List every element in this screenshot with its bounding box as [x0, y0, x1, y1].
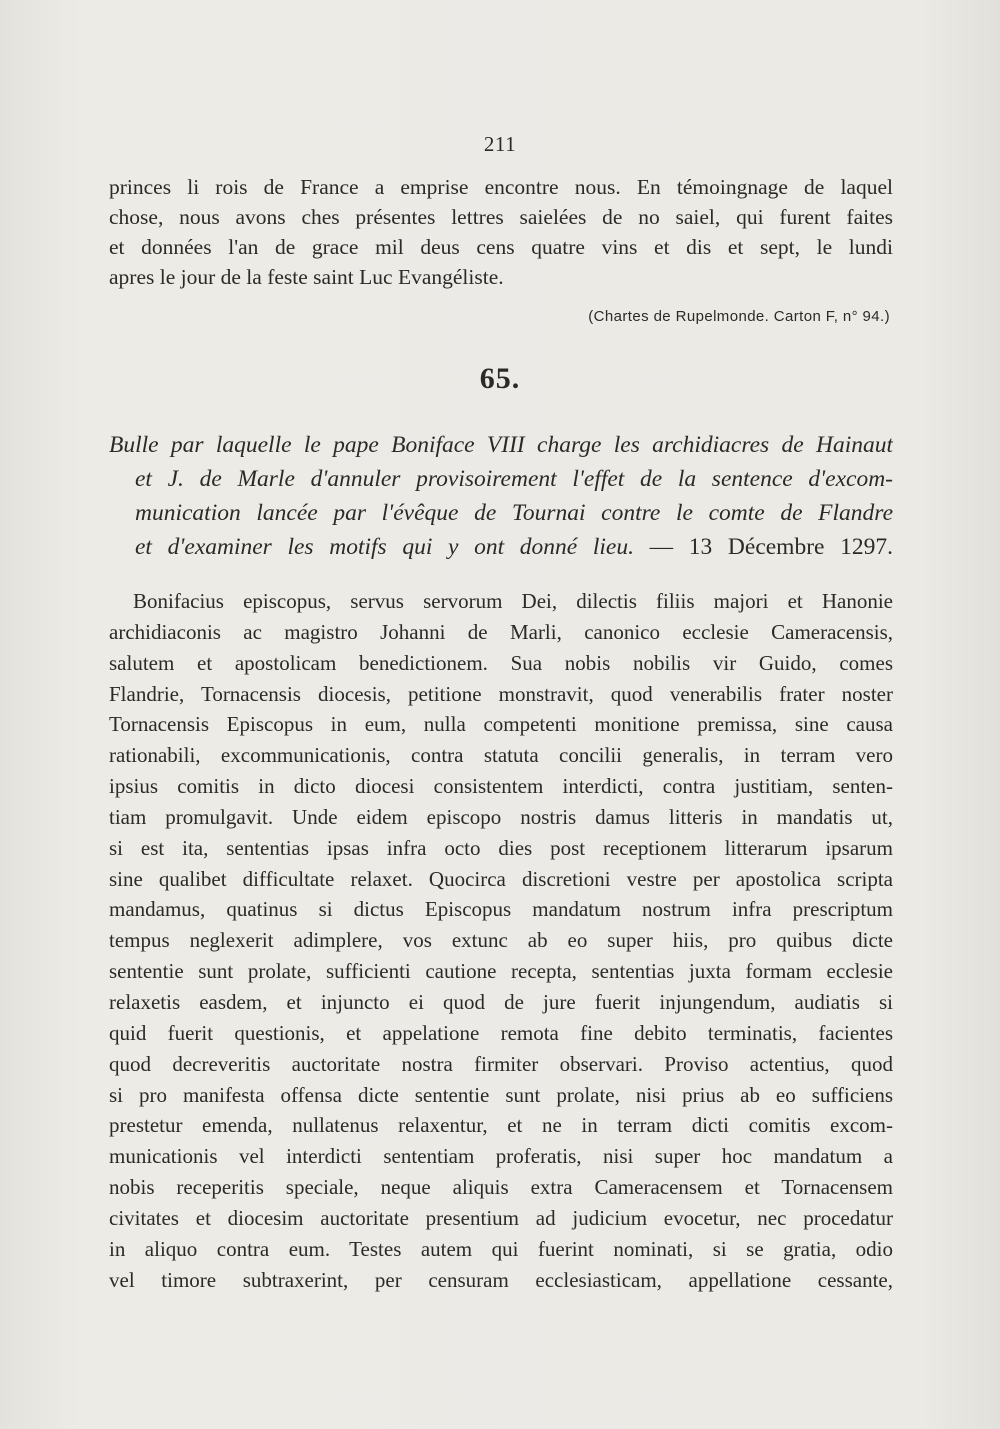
body-line: tiam promulgavit. Unde eidem episcopo nostris damus litteris in mandatis ut,	[109, 804, 893, 829]
body-line: si est ita, sententias ipsas infra octo dies post receptionem litterarum ipsarum	[109, 835, 893, 860]
body-line: prestetur emenda, nullatenus relaxentur, et ne in terram dicti comitis excom-	[109, 1113, 893, 1138]
document-number: 65.	[479, 362, 521, 395]
intro-line: princes li rois de France a emprise encontre nous. En témoingnage de laquel	[109, 175, 893, 199]
body-line: Bonifacius episcopus, servus servorum Dei, dilectis filiis majori et Hanonie	[133, 589, 893, 613]
body-line: civitates et diocesim auctoritate presentium ad judicium evocetur, nec procedatur	[109, 1205, 893, 1230]
body-line: relaxetis easdem, et injuncto ei quod de jure fuerit injungendum, audiatis si	[109, 989, 893, 1014]
page-number: 211	[483, 132, 517, 156]
body-line: nobis receperitis speciale, neque aliquis extra Cameracensem et Tornacensem	[109, 1175, 893, 1200]
body-line: Flandrie, Tornacensis diocesis, petitione monstravit, quod venerabilis frater noster	[109, 681, 893, 706]
body-text	[109, 586, 893, 1295]
heading-line-final	[135, 530, 893, 564]
intro-line: chose, nous avons ches présentes lettres saielées de no saiel, qui furent faites	[109, 205, 893, 229]
intro-line: et données l'an de grace mil deus cens quatre vins et dis et sept, le lundi	[109, 235, 893, 259]
heading-line-text: et d'examiner les motifs qui y ont donné lieu.	[135, 534, 634, 560]
body-line: ipsius comitis in dicto diocesi consistentem interdicti, contra justitiam, senten-	[109, 774, 893, 799]
body-line: archidiaconis ac magistro Johanni de Marli, canonico ecclesie Cameracensis,	[109, 619, 893, 644]
heading-line: munication lancée par l'évêque de Tournai contre le comte de Flandre	[135, 500, 893, 526]
body-line: tempus neglexerit adimplere, vos extunc ab eo super hiis, pro quibus dicte	[109, 928, 893, 953]
body-line: vel timore subtraxerint, per censuram ecclesiasticam, appellatione cessante,	[109, 1267, 893, 1292]
body-line: sine qualibet difficultate relaxet. Quocirca discretioni vestre per apostolica scripta	[109, 866, 893, 891]
body-line: sententie sunt prolate, sufficienti cautione recepta, sententias juxta formam ecclesie	[109, 959, 893, 984]
body-line: rationabili, excommunicationis, contra statuta concilii generalis, in terram vero	[109, 743, 893, 768]
heading-line: Bulle par laquelle le pape Boniface VIII charge les archidiacres de Hainaut	[109, 432, 893, 458]
document-heading	[109, 428, 893, 564]
intro-paragraph	[109, 172, 893, 292]
body-line: municationis vel interdicti sententiam proferatis, nisi super hoc mandatum a	[109, 1144, 893, 1169]
body-line: quod decreveritis auctoritate nostra firmiter observari. Proviso actentius, quod	[109, 1051, 893, 1076]
body-line: si pro manifesta offensa dicte sententie sunt prolate, nisi prius ab eo sufficiens	[109, 1082, 893, 1107]
body-line: mandamus, quatinus si dictus Episcopus mandatum nostrum infra prescriptum	[109, 897, 893, 922]
body-line: quid fuerit questionis, et appelatione remota fine debito terminatis, facientes	[109, 1020, 893, 1045]
body-line: salutem et apostolicam benedictionem. Sua nobis nobilis vir Guido, comes	[109, 650, 893, 675]
source-note: (Chartes de Rupelmonde. Carton F, n° 94.)	[588, 308, 890, 325]
body-line: in aliquo contra eum. Testes autem qui fuerint nominati, si se gratia, odio	[109, 1236, 893, 1261]
heading-date: — 13 Décembre 1297.	[649, 534, 893, 560]
intro-line: apres le jour de la feste saint Luc Evangéliste.	[109, 265, 504, 289]
heading-line: et J. de Marle d'annuler provisoirement l'effet de la sentence d'excom-	[135, 466, 893, 492]
body-line: Tornacensis Episcopus in eum, nulla competenti monitione premissa, sine causa	[109, 712, 893, 737]
